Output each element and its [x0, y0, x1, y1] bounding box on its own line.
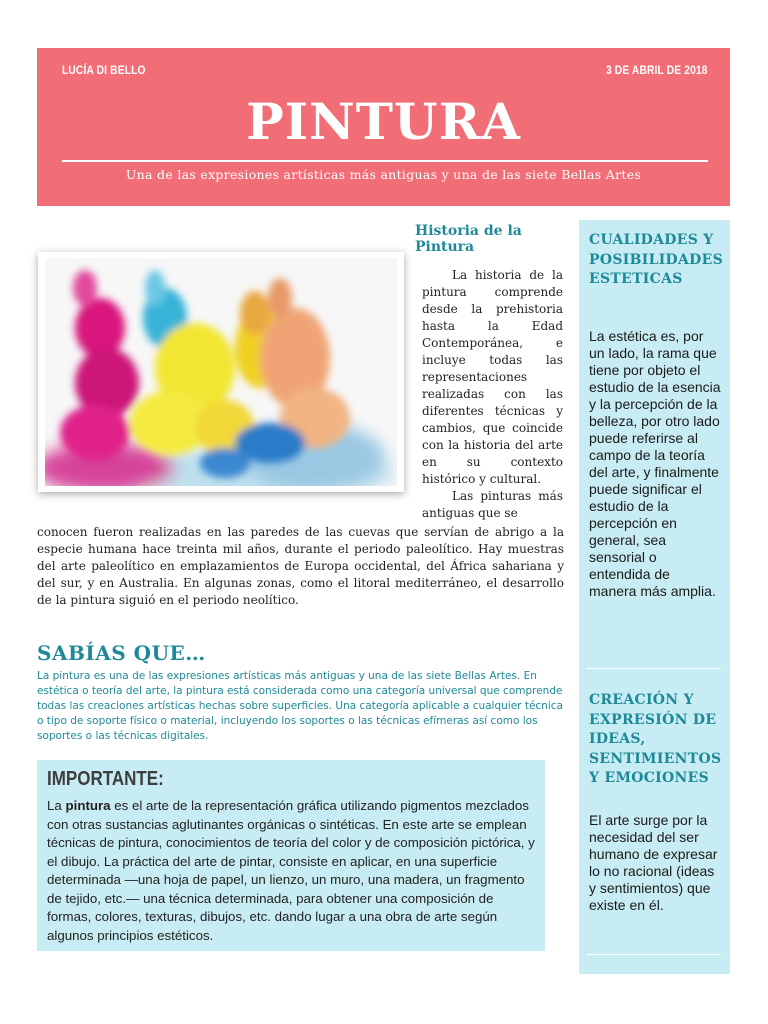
history-paragraph-2-start: Las pinturas más antiguas que se: [422, 489, 563, 520]
history-heading: Historia de la Pintura: [415, 223, 522, 255]
publication-date: 3 DE ABRIL DE 2018: [606, 63, 708, 77]
sidebar-text-expression: El arte surge por la necesidad del ser humano de expresar lo no racional (ideas y sentimientos) que existe en él.: [589, 812, 718, 913]
sidebar: [579, 220, 730, 974]
important-text-lead: La: [47, 798, 66, 813]
sidebar-text-aesthetics: La estética es, por un lado, la rama que tiene por objeto el estudio de la esencia y la percepción de la belleza, por otro lado puede referirse al campo de la teoría del arte, y finalmente puede significar el estudio de la percepción en general, sea sensorial o entendida de manera más amplia.: [589, 328, 721, 599]
important-term: pintura: [65, 798, 111, 813]
sidebar-divider-bottom: [586, 954, 721, 955]
ink-clouds-illustration: [45, 258, 397, 486]
sabias-heading: SABÍAS QUE…: [37, 641, 206, 665]
ink-paint-photo: [38, 252, 404, 492]
important-text: [47, 797, 537, 945]
important-text-body: es el arte de la representación gráfica utilizando pigmentos mezclados con otras sustancias aglutinantes orgánicas o sintéticas. En este arte se emplean técnicas de pintura, conocimientos de teoría del color y de composición pictórica, y el dibujo. La práctica del arte de pintar, consiste en aplicar, en una superficie determinada —una hoja de papel, un lienzo, un muro, una madera, un fragmento de tejido, etc.— una técnica determinada, para obtener una composición de formas, colores, texturas, dibujos, etc. dando lugar a una obra de arte según algunos principios estéticos.: [47, 798, 535, 943]
sidebar-heading-aesthetics: CUALIDADES Y POSIBILIDADES ESTETICAS: [589, 232, 723, 287]
history-paragraph-2-continuation: conocen fueron realizadas en las paredes de las cuevas que servían de abrigo a la especie humana hace treinta mil años, durante el periodo paleolítico. Hay muestras del arte paleolítico en emplazamientos de Europa occidental, del África sahariana y del sur, y en Australia. En algunas zonas, como el litoral mediterráneo, el desarrollo de la pintura siguió en el periodo neolítico.: [37, 525, 564, 607]
sabias-text: La pintura es una de las expresiones artísticas más antiguas y una de las siete Bellas Artes. En estética o teoría del arte, la pintura está considerada como una categoría universal que comprende todas las creaciones artísticas hechas sobre superficies. Una categoría aplicable a cualquier técnica o tipo de soporte físico o material, incluyendo los soportes o las técnicas efímeras así como los soportes o las técnicas digitales.: [37, 670, 563, 742]
important-heading: IMPORTANTE:: [47, 768, 164, 790]
header-banner: [37, 48, 730, 206]
history-column: [422, 267, 563, 522]
page-title: PINTURA: [246, 92, 521, 151]
important-box: [37, 760, 545, 951]
sidebar-divider: [586, 668, 721, 669]
author-name: LUCÍA DI BELLO: [62, 63, 146, 77]
sidebar-heading-expression: CREACIÓN Y EXPRESIÓN DE IDEAS, SENTIMIENTOS Y EMOCIONES: [589, 692, 722, 786]
history-paragraph-1: La historia de la pintura comprende desde la prehistoria hasta la Edad Contemporánea, e incluye todas las representaciones realizadas con las diferentes técnicas y cambios, que coincide con la historia del arte en su contexto histórico y cultural.: [422, 268, 563, 486]
page-subtitle: Una de las expresiones artísticas más antiguas y una de las siete Bellas Artes: [125, 167, 642, 182]
header-divider: [62, 160, 708, 162]
